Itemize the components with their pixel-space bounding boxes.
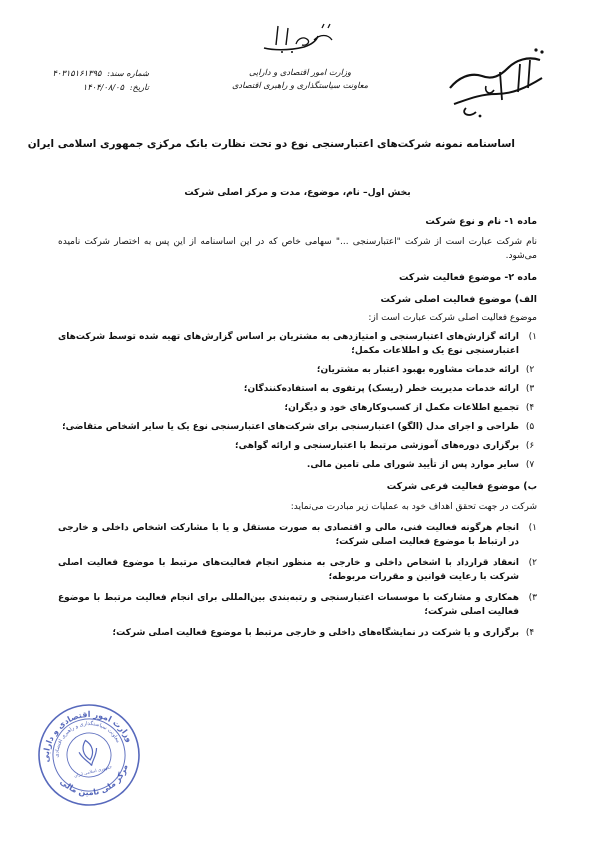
article1-text: نام شرکت عبارت است از شرکت "اعتبارسنجی ..." سهامی خاص که در این اساسنامه از این پس به اختصار شرکت نامیده می‌شود. <box>58 237 537 261</box>
article1-heading: ماده ۱- نام و نوع شرکت <box>425 216 537 227</box>
list-item: ۷) سایر موارد پس از تأیید شورای ملی تامین مالی. <box>306 460 535 470</box>
stamp-outer-text: وزارت امور اقتصادی و دارایی <box>41 709 135 763</box>
ministry-name: وزارت امور اقتصادی و دارایی <box>249 67 351 77</box>
date-label: تاریخ: <box>129 82 149 92</box>
calligraphy-text: باسمه تعالی <box>298 38 304 39</box>
document-title: اساسنامه نمونه شرکت‌های اعتبارسنجی نوع دو تحت نظارت بانک مرکزی جمهوری اسلامی ایران <box>27 138 515 150</box>
section-b-heading: ب) موضوع فعالیت فرعی شرکت <box>386 481 537 492</box>
list-item: ۴) تجمیع اطلاعات مکمل از کسب‌وکارهای خود و دیگران؛ <box>284 403 535 413</box>
section-b-list <box>58 521 537 640</box>
number-row <box>34 66 149 80</box>
list-item: ۳) ارائه خدمات مدیریت خطر (ریسک) پرتفوی به استفاده‌کنندگان؛ <box>243 384 535 394</box>
list-item: ۱) ارائه گزارش‌های اعتبارسنجی و امتیازدهی به مشتریان بر اساس گزارش‌های تهیه شده توسط شرکت‌های اعتبارسنجی نوع یک و اطلاعات مکمل؛ <box>58 332 537 356</box>
section-a-heading: الف) موضوع فعالیت اصلی شرکت <box>380 294 537 305</box>
list-item: ۵) طراحی و اجرای مدل (الگو) اعتبارسنجی برای شرکت‌های اعتبارسنجی نوع یک یا سایر اشخاص متقاضی؛ <box>62 422 535 432</box>
logo-text: مرکز ملی تامین مالی <box>430 42 439 43</box>
stamp-bottom-text: مرکز ملی تامین مالی <box>58 763 130 798</box>
section-a-intro: موضوع فعالیت اصلی شرکت عبارت است از: <box>368 313 537 323</box>
stamp-center-text: جمهوری اسلامی ایران <box>73 763 113 779</box>
official-stamp <box>34 700 144 810</box>
deputy-name: معاونت سیاستگذاری و راهبری اقتصادی <box>231 80 369 90</box>
number-label: شماره سند: <box>107 68 149 78</box>
article2-heading: ماده ۲- موضوع فعالیت شرکت <box>398 272 537 283</box>
list-item: ۶) برگزاری دوره‌های آموزشی مرتبط با اعتبارسنجی و ارائه گواهی؛ <box>235 441 535 451</box>
calligraphy-bismillah <box>258 20 338 56</box>
ministry-block <box>220 66 380 92</box>
national-finance-center-logo <box>430 42 560 120</box>
number-value: ۴۰۳۱۵۱۶۱۳۹۵ <box>52 68 102 78</box>
part-title: بخش اول– نام، موضوع، مدت و مرکز اصلی شرکت <box>184 187 411 198</box>
list-item: ۲) ارائه خدمات مشاوره بهبود اعتبار به مشتریان؛ <box>316 365 535 375</box>
list-item: ۲) انعقاد قرارداد با اشخاص داخلی و خارجی به منظور انجام فعالیت‌های مرتبط با موضوع فعالیت اصلی شرکت با رعایت قوانین و مقررات مربوطه؛ <box>58 558 537 582</box>
document-meta <box>34 66 149 94</box>
date-row <box>34 80 149 94</box>
emblem-icon <box>77 738 101 768</box>
section-b-intro: شرکت در جهت تحقق اهداف خود به عملیات زیر مبادرت می‌نماید: <box>290 502 537 512</box>
stamp-inner-text: معاونت سیاستگذاری و راهبری اقتصادی <box>54 720 121 758</box>
document-body <box>58 215 537 644</box>
list-item: ۳) همکاری و مشارکت با موسسات اعتبارسنجی و رتبه‌بندی بین‌المللی برای انجام فعالیت مرتبط با موضوع فعالیت اصلی شرکت؛ <box>58 593 537 617</box>
date-value: ۱۴۰۴/۰۸/۰۵ <box>82 82 125 92</box>
list-item: ۴) برگزاری و یا شرکت در نمایشگاه‌های داخلی و خارجی مرتبط با موضوع فعالیت اصلی شرکت؛ <box>112 628 535 638</box>
list-item: ۱) انجام هرگونه فعالیت فنی، مالی و اقتصادی به صورت مستقل و یا با مشارکت اشخاص داخلی و خارجی در ارتباط با موضوع فعالیت اصلی شرکت؛ <box>58 523 537 547</box>
section-a-list <box>58 330 537 472</box>
